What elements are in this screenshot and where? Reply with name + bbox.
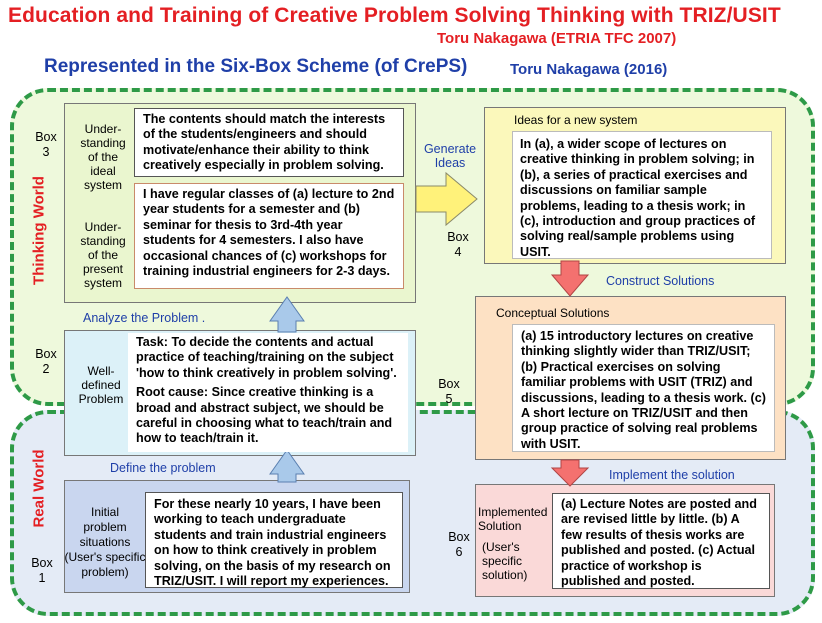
box2-task: Task: To decide the contents and actual practice of teaching/training on the subject 'how to think creatively in problem solving'. — [136, 335, 397, 380]
box3-number: Box 3 — [35, 130, 57, 159]
box2-text — [128, 333, 408, 452]
box4-title: Ideas for a new system — [514, 113, 638, 127]
box2-label: Well- defined Problem — [78, 364, 124, 406]
generate-ideas-label: Generate Ideas — [423, 142, 477, 170]
box5-title: Conceptual Solutions — [496, 306, 610, 320]
scheme-subtitle: Represented in the Six-Box Scheme (of CrePS) — [44, 56, 468, 77]
author-line: Toru Nakagawa (ETRIA TFC 2007) — [437, 30, 677, 47]
box3-present-label: Under- standing of the present system — [80, 220, 126, 290]
box4-number: Box 4 — [447, 230, 469, 259]
box1-number: Box 1 — [31, 556, 53, 585]
box6-label: Implemented Solution — [478, 505, 548, 533]
box3-ideal-text: The contents should match the interests of the students/engineers and should motivate/enhance their ability to think creatively especially in problem solving. — [134, 108, 404, 177]
box1-text: For these nearly 10 years, I have been working to teach undergraduate students and train industrial engineers on how to think creatively in problem solving, on the basis of my research on TRIZ/USIT. I will report my experiences. — [145, 492, 403, 588]
box6-number: Box 6 — [448, 530, 470, 559]
box6-text: (a) Lecture Notes are posted and are revised little by little. (b) A few results of thesis works are published and posted. (c) Actual practice of workshop is published and posted. — [552, 493, 770, 589]
box5-number: Box 5 — [438, 377, 460, 406]
thinking-world-label: Thinking World — [30, 176, 48, 285]
analyze-problem-label: Analyze the Problem . — [83, 311, 206, 325]
main-title: Education and Training of Creative Problem Solving Thinking with TRIZ/USIT — [8, 4, 781, 27]
author2-line: Toru Nakagawa (2016) — [510, 61, 668, 78]
box6-label-user: (User's specific solution) — [482, 540, 528, 582]
real-world-label: Real World — [30, 449, 48, 528]
box3-ideal-label: Under- standing of the ideal system — [80, 122, 126, 192]
box2-root-cause: Root cause: Since creative thinking is a broad and abstract subject, we should be careful in choosing what to teach/train and how to teach/train it. — [136, 385, 393, 446]
box1-label: Initial problem situations (User's specific problem) — [64, 505, 146, 579]
define-problem-label: Define the problem — [110, 461, 216, 475]
box4-text: In (a), a wider scope of lectures on creative thinking in problem solving; in (b), a series of practical exercises and discussions on familiar sample problems, leading to a thesis work; in (c), introduction and group practices of solving real/sample problems using USIT. — [512, 131, 772, 259]
implement-solution-label: Implement the solution — [609, 468, 735, 482]
construct-solutions-label: Construct Solutions — [606, 274, 715, 288]
box3-present-text: I have regular classes of (a) lecture to 2nd year students for a semester and (b) seminar for thesis to 3rd-4th year students for 4 semesters. I also have occasional chances of (c) workshops for training industrial engineers for 2-3 days. — [134, 183, 404, 289]
box5-text: (a) 15 introductory lectures on creative thinking slightly wider than TRIZ/USIT; (b) Practical exercises on solving familiar problems with USIT (TRIZ) and discussions, leading to a thesis work. (c) A short lecture on TRIZ/USIT and then group practice of solving real problems with USIT. — [512, 324, 775, 452]
box2-number: Box 2 — [35, 347, 57, 376]
